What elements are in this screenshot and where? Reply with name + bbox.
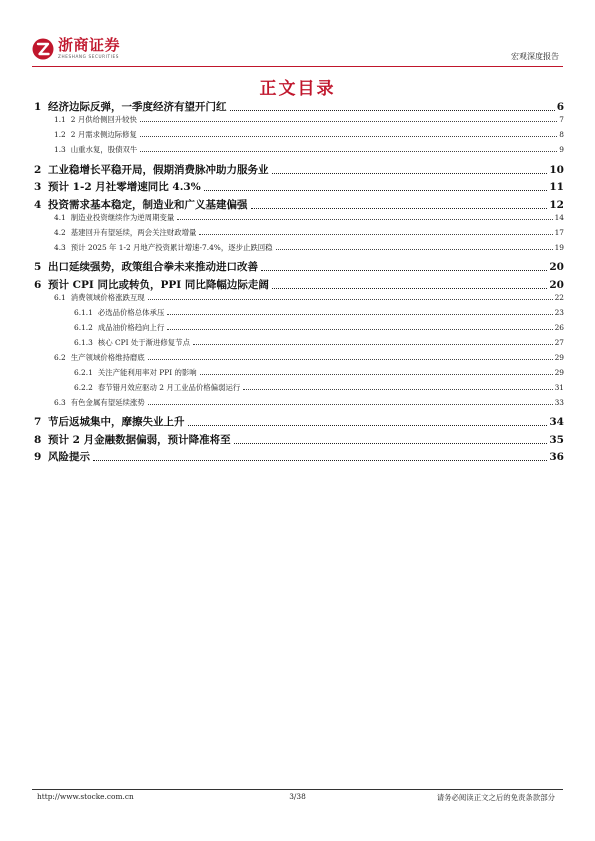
toc-entry-1-1[interactable] — [32, 115, 564, 125]
toc-entry-page: 20 — [549, 261, 564, 273]
toc-entry-page: 19 — [554, 242, 564, 252]
toc-entry-title: 投资需求基本稳定，制造业和广义基建偏强 — [48, 198, 248, 211]
toc-entry-4-3[interactable] — [32, 243, 564, 253]
toc-dot-leader — [167, 314, 552, 315]
toc-entry-5[interactable] — [32, 260, 564, 274]
toc-entry-6-1-3[interactable] — [32, 338, 564, 348]
toc-entry-title: 必选品价格总体承压 — [97, 307, 165, 317]
footer-page-number: 3/38 — [289, 792, 306, 801]
toc-dot-leader — [199, 234, 552, 235]
toc-entry-6-1[interactable] — [32, 293, 564, 303]
toc-entry-number: 4.1 — [54, 212, 66, 222]
toc-entry-title: 2 月需求侧边际修复 — [70, 130, 137, 139]
toc-entry-title: 消费领域价格涨跌互现 — [70, 292, 145, 302]
toc-dot-leader — [276, 249, 553, 250]
toc-dot-leader — [261, 270, 547, 271]
toc-entry-number: 4 — [34, 198, 42, 211]
toc-entry-title: 关注产能利用率对 PPI 的影响 — [97, 367, 197, 377]
toc-entry-9[interactable] — [32, 450, 564, 464]
toc-dot-leader — [204, 190, 548, 191]
toc-dot-leader — [140, 121, 557, 122]
footer-url[interactable]: http://www.stocke.com.cn — [37, 792, 134, 801]
toc-entry-page: 9 — [559, 145, 564, 154]
toc-dot-leader — [193, 344, 553, 345]
toc-entry-6-1-2[interactable] — [32, 323, 564, 333]
toc-entry-page: 22 — [554, 292, 564, 302]
toc-entry-page: 6 — [556, 101, 564, 113]
toc-dot-leader — [140, 151, 557, 152]
toc-entry-title: 山重水复，股债双牛 — [70, 145, 138, 154]
toc-entry-title: 预计 2025 年 1-2 月地产投资累计增速-7.4%，逐步止跌回稳 — [70, 242, 273, 252]
toc-dot-leader — [188, 425, 548, 426]
toc-dot-leader — [234, 443, 548, 444]
toc-entry-page: 29 — [554, 352, 564, 362]
toc-entry-number: 1.1 — [54, 115, 66, 124]
brand-name-en: ZHESHANG SECURITIES — [58, 54, 119, 59]
toc-entry-6-1-1[interactable] — [32, 308, 564, 318]
toc-entry-page: 31 — [554, 382, 564, 392]
toc-entry-number: 6.1.2 — [74, 322, 93, 332]
toc-entry-4-1[interactable] — [32, 213, 564, 223]
toc-entry-number: 4.3 — [54, 242, 66, 252]
toc-entry-page: 29 — [554, 367, 564, 377]
toc-entry-title: 工业稳增长平稳开局，假期消费脉冲助力服务业 — [48, 163, 269, 176]
toc-entry-title: 有色金属有望延续涨势 — [70, 397, 145, 407]
toc-entry-page: 12 — [549, 198, 564, 211]
toc-entry-number: 6.2.1 — [74, 367, 93, 377]
toc-dot-leader — [148, 359, 553, 360]
toc-entry-page: 10 — [549, 163, 564, 176]
toc-entry-page: 17 — [554, 227, 564, 237]
toc-entry-number: 1.2 — [54, 130, 66, 139]
toc-entry-number: 7 — [34, 416, 42, 428]
page-header — [0, 0, 595, 72]
toc-entry-title: 成品油价格趋向上行 — [97, 322, 165, 332]
toc-entry-page: 36 — [549, 451, 564, 463]
toc-entry-page: 27 — [554, 337, 564, 347]
toc-entry-number: 6.2.2 — [74, 382, 93, 392]
toc-entry-7[interactable] — [32, 415, 564, 429]
toc-entry-1[interactable] — [32, 100, 564, 114]
toc-entry-number: 4.2 — [54, 227, 66, 237]
toc-entry-number: 2 — [34, 163, 42, 176]
toc-entry-title: 预计 1-2 月社零增速同比 4.3% — [48, 181, 201, 193]
report-type-label: 宏观深度报告 — [511, 52, 559, 61]
toc-entry-number: 6.3 — [54, 397, 66, 407]
toc-entry-title: 风险提示 — [48, 451, 90, 463]
toc-entry-title: 出口延续强势，政策组合拳未来推动进口改善 — [48, 261, 258, 273]
brand-name-cn: 浙商证券 — [58, 36, 121, 54]
toc-entry-title: 2 月供给侧回升较快 — [70, 115, 137, 124]
toc-entry-1-2[interactable] — [32, 130, 564, 140]
toc-entry-title: 预计 CPI 同比或转负，PPI 同比降幅边际走阔 — [48, 278, 269, 291]
toc-entry-title: 预计 2 月金融数据偏弱，预计降准将至 — [48, 433, 231, 446]
toc-entry-number: 1.3 — [54, 145, 66, 154]
toc-entry-title: 节后返城集中，摩擦失业上升 — [48, 416, 185, 428]
toc-entry-page: 7 — [559, 115, 564, 124]
toc-dot-leader — [93, 460, 547, 461]
toc-entry-1-3[interactable] — [32, 145, 564, 155]
toc-entry-page: 11 — [549, 181, 564, 193]
toc-entry-title: 基建回升有望延续，两会关注财政增量 — [70, 227, 197, 237]
toc-entry-6-2[interactable] — [32, 353, 564, 363]
toc-dot-leader — [230, 110, 555, 111]
header-divider — [32, 66, 563, 67]
logo-mark-icon — [32, 37, 54, 61]
toc-entry-3[interactable] — [32, 180, 564, 194]
toc-entry-title: 生产领域价格维持磨底 — [70, 352, 145, 362]
toc-entry-page: 33 — [554, 397, 564, 407]
toc-entry-number: 6.1 — [54, 292, 66, 302]
toc-entry-6-2-2[interactable] — [32, 383, 564, 393]
toc-entry-2[interactable] — [32, 163, 564, 177]
toc-entry-page: 35 — [549, 433, 564, 446]
toc-dot-leader — [200, 374, 553, 375]
toc-entry-4-2[interactable] — [32, 228, 564, 238]
toc-dot-leader — [177, 219, 552, 220]
toc-entry-number: 6.2 — [54, 352, 66, 362]
brand-logo — [32, 37, 120, 61]
toc-entry-number: 8 — [34, 433, 42, 446]
toc-dot-leader — [167, 329, 552, 330]
footer-disclaimer: 请务必阅读正文之后的免责条款部分 — [436, 793, 555, 802]
toc-entry-number: 6.1.1 — [74, 307, 93, 317]
toc-entry-number: 1 — [34, 101, 42, 113]
toc-entry-page: 20 — [549, 278, 564, 291]
toc-entry-6-2-1[interactable] — [32, 368, 564, 378]
toc-entry-number: 6 — [34, 278, 42, 291]
toc-entry-8[interactable] — [32, 433, 564, 447]
toc-title: 正文目录 — [259, 79, 336, 99]
toc-entry-page: 26 — [554, 322, 564, 332]
toc-dot-leader — [272, 288, 548, 289]
toc-dot-leader — [243, 389, 552, 390]
toc-dot-leader — [140, 136, 557, 137]
footer-divider — [32, 789, 563, 790]
toc-entry-page: 23 — [554, 307, 564, 317]
toc-entry-page: 34 — [549, 416, 564, 428]
toc-entry-number: 9 — [34, 451, 42, 463]
toc-entry-number: 6.1.3 — [74, 337, 93, 347]
toc-entry-title: 核心 CPI 处于渐进修复节点 — [97, 337, 190, 347]
toc-dot-leader — [251, 208, 548, 209]
toc-entry-number: 3 — [34, 181, 42, 193]
toc-entry-page: 8 — [559, 130, 564, 139]
toc-dot-leader — [272, 173, 548, 174]
toc-entry-number: 5 — [34, 261, 42, 273]
toc-entry-page: 14 — [554, 212, 564, 222]
toc-entry-title: 经济边际反弹，一季度经济有望开门红 — [48, 101, 227, 113]
toc-entry-title: 春节错月效应驱动 2 月工业品价格偏弱运行 — [97, 382, 241, 392]
toc-entry-4[interactable] — [32, 198, 564, 212]
toc-entry-title: 制造业投资继续作为逆周期变量 — [70, 212, 175, 222]
toc-entry-6[interactable] — [32, 278, 564, 292]
toc-entry-6-3[interactable] — [32, 398, 564, 408]
toc-dot-leader — [148, 299, 553, 300]
toc-dot-leader — [148, 404, 553, 405]
